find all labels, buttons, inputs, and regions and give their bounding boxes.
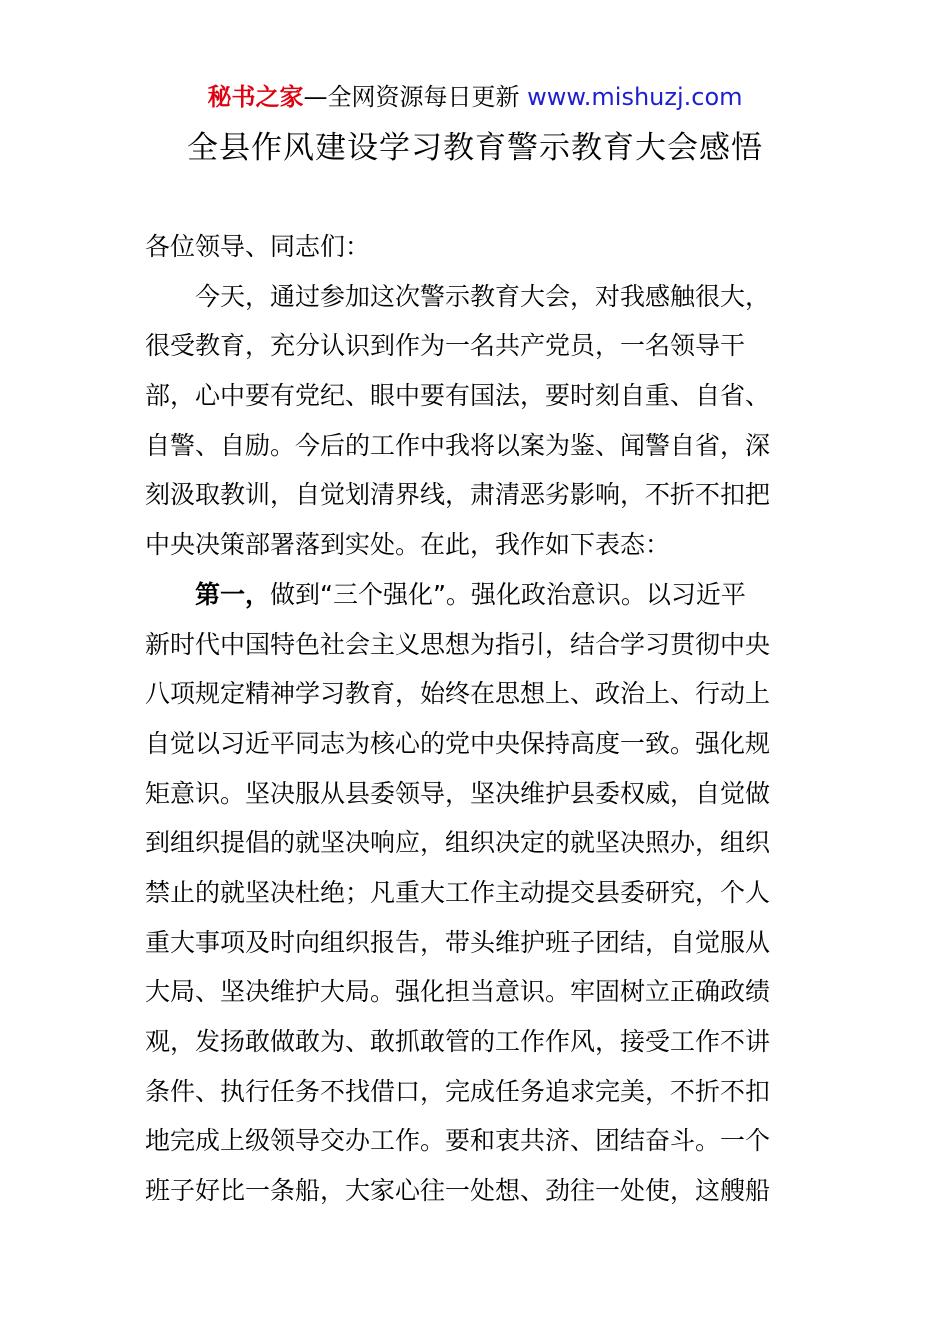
paragraph-line: 重大事项及时向组织报告，带头维护班子团结，自觉服从	[145, 927, 771, 957]
brand-name: 秘书之家	[207, 83, 304, 111]
paragraph-line: 新时代中国特色社会主义思想为指引，结合学习贯彻中央	[145, 629, 771, 659]
paragraph-line: 中央决策部署落到实处。在此，我作如下表态：	[145, 530, 671, 560]
paragraph-line: 今天，通过参加这次警示教育大会，对我感触很大，	[145, 281, 771, 311]
document-title: 全县作风建设学习教育警示教育大会感悟	[187, 130, 763, 166]
paragraph-line: 观，发扬敢做敢为、敢抓敢管的工作作风，接受工作不讲	[145, 1027, 771, 1056]
paragraph-line-text: 做到“三个强化”。强化政治意识。以习近平	[270, 579, 746, 609]
paragraph-line: 矩意识。坚决服从县委领导，坚决维护县委权威，自觉做	[145, 778, 771, 808]
paragraph-line: 条件、执行任务不找借口，完成任务追求完美，不折不扣	[145, 1076, 771, 1106]
document-body	[145, 222, 835, 1216]
paragraph-line: 自警、自励。今后的工作中我将以案为鉴、闻警自省，深	[145, 430, 771, 460]
paragraph-line: 禁止的就坚决杜绝；凡重大工作主动提交县委研究，个人	[145, 877, 771, 907]
paragraph-line: 自觉以习近平同志为核心的党中央保持高度一致。强化规	[145, 728, 771, 758]
salutation: 各位领导、同志们：	[145, 232, 371, 261]
paragraph-line: 部，心中要有党纪、眼中要有国法，要时刻自重、自省、	[145, 381, 771, 411]
paragraph-line: 刻汲取教训，自觉划清界线，肃清恶劣影响，不折不扣把	[145, 480, 771, 510]
section-heading: 第一，	[195, 579, 271, 609]
site-header	[0, 80, 950, 114]
paragraph-line: 大局、坚决维护大局。强化担当意识。牢固树立正确政绩	[145, 977, 771, 1007]
paragraph-line: 八项规定精神学习教育，始终在思想上、政治上、行动上	[145, 679, 771, 709]
paragraph-line: 到组织提倡的就坚决响应，组织决定的就坚决照办，组织	[145, 828, 771, 858]
paragraph-line: 很受教育，充分认识到作为一名共产党员，一名领导干	[145, 331, 746, 361]
header-tagline: —全网资源每日更新	[303, 83, 520, 111]
site-url-link[interactable]: www.mishuzj.com	[527, 83, 743, 111]
paragraph-line: 班子好比一条船，大家心往一处想、劲往一处使，这艘船	[145, 1176, 771, 1206]
paragraph-line	[145, 570, 835, 620]
paragraph-line: 地完成上级领导交办工作。要和衷共济、团结奋斗。一个	[145, 1126, 771, 1156]
